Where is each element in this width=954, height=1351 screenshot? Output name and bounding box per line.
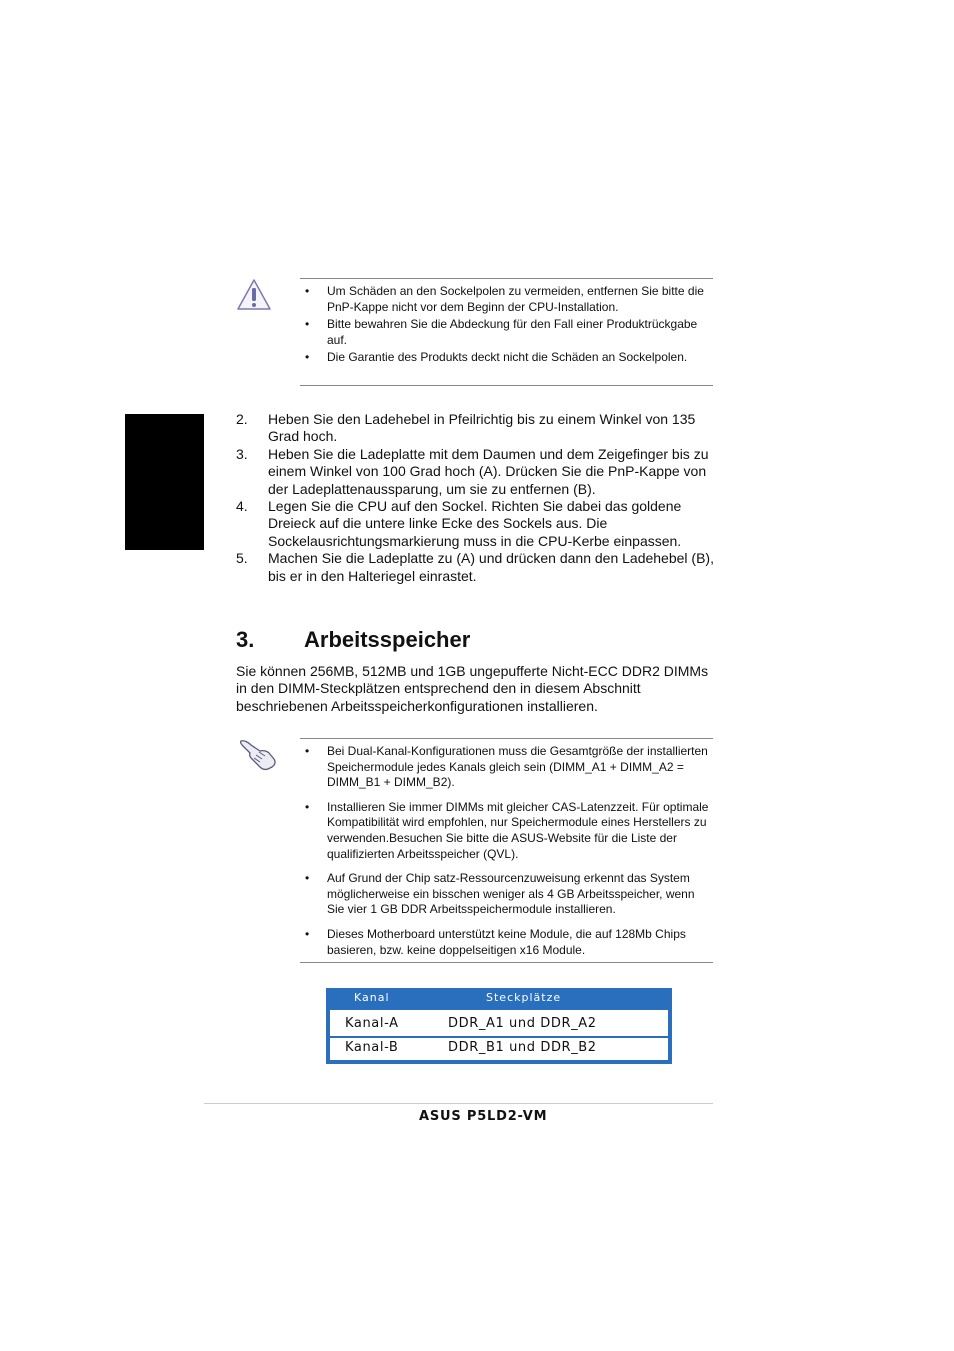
list-item [236, 550, 716, 585]
table-row [330, 1012, 668, 1036]
warning-list [300, 284, 713, 368]
installation-steps [236, 411, 716, 585]
table-header [326, 988, 672, 1008]
warning-triangle-icon [236, 278, 272, 312]
list-item: • Um Schäden an den Sockelpolen zu vermeiden, entfernen Sie bitte die PnP-Kappe nicht vor dem Beginn der CPU-Installation. [300, 284, 713, 315]
step-text: Heben Sie die Ladeplatte mit dem Daumen und dem Zeigefinger bis zu einem Winkel von 100 Grad hoch (A). Drücken Sie die PnP-Kappe von der Ladeplattenaussparung, um sie zu entfernen (B). [268, 445, 709, 497]
footer-product-name: ASUS P5LD2-VM [419, 1109, 548, 1124]
table-cell: Kanal-B [345, 1040, 399, 1055]
step-number: 5. [236, 550, 248, 567]
step-number: 4. [236, 498, 248, 515]
section-title: Arbeitsspeicher [304, 627, 471, 652]
step-text: Heben Sie den Ladehebel in Pfeilrichtig bis zu einem Winkel von 135 Grad hoch. [268, 411, 696, 445]
list-item [236, 446, 716, 498]
note-list [300, 744, 713, 967]
list-item: • Installieren Sie immer DIMMs mit gleicher CAS-Latenzzeit. Für optimale Kompatibilität wird empfohlen, nur Speichermodule eines Herstellers zu verwenden.Besuchen Sie bitte die ASUS-Website für die Liste der qualifizierten Arbeitsspeicher (QVL). [300, 800, 713, 862]
section-intro: Sie können 256MB, 512MB und 1GB ungepufferte Nicht-ECC DDR2 DIMMs in den DIMM-Steckplätzen entsprechend den in diesem Abschnitt beschriebenen Arbeitsspeicherkonfigurationen installieren. [236, 663, 709, 714]
list-item: • Auf Grund der Chip satz-Ressourcenzuweisung erkennt das System möglicherweise ein bisschen weniger als 4 GB Arbeitsspeicher, wenn Sie vier 1 GB DDR Arbeitsspeichermodule installieren. [300, 871, 713, 918]
warning-note [300, 278, 713, 386]
list-item: • Bitte bewahren Sie die Abdeckung für den Fall einer Produktrückgabe auf. [300, 317, 713, 348]
table-body [330, 1010, 668, 1060]
channel-table [326, 988, 672, 1064]
list-item [236, 411, 716, 446]
step-text: Legen Sie die CPU auf den Sockel. Richten Sie dabei das goldene Dreieck auf die untere linke Ecke des Sockels aus. Die Sockelausrichtungsmarkierung muss in die CPU-Kerbe einpassen. [268, 498, 682, 549]
section-number: 3. [236, 627, 255, 652]
list-item: • Die Garantie des Produkts deckt nicht die Schäden an Sockelpolen. [300, 350, 713, 366]
step-number: 3. [236, 445, 248, 462]
step-number: 2. [236, 411, 248, 427]
memory-note [300, 738, 713, 963]
table-header-cell: Steckplätze [486, 991, 562, 1004]
table-row [330, 1036, 668, 1060]
list-item: • Dieses Motherboard unterstützt keine Module, die auf 128Mb Chips basieren, bzw. keine doppelseitigen x16 Module. [300, 927, 713, 958]
table-cell: Kanal-A [345, 1016, 399, 1031]
pointing-hand-icon [238, 737, 278, 771]
list-item: • Bei Dual-Kanal-Konfigurationen muss die Gesamtgröße der installierten Speichermodule jedes Kanals gleich sein (DIMM_A1 + DIMM_A2 = DIMM_B1 + DIMM_B2). [300, 744, 713, 791]
footer-divider [204, 1103, 713, 1104]
table-cell: DDR_A1 und DDR_A2 [448, 1016, 597, 1031]
language-side-tab [125, 414, 204, 550]
step-text: Machen Sie die Ladeplatte zu (A) und drücken dann den Ladehebel (B), bis er in den Halteriegel einrastet. [268, 550, 714, 584]
table-cell: DDR_B1 und DDR_B2 [448, 1040, 597, 1055]
table-header-cell: Kanal [354, 991, 390, 1004]
list-item [236, 498, 716, 550]
